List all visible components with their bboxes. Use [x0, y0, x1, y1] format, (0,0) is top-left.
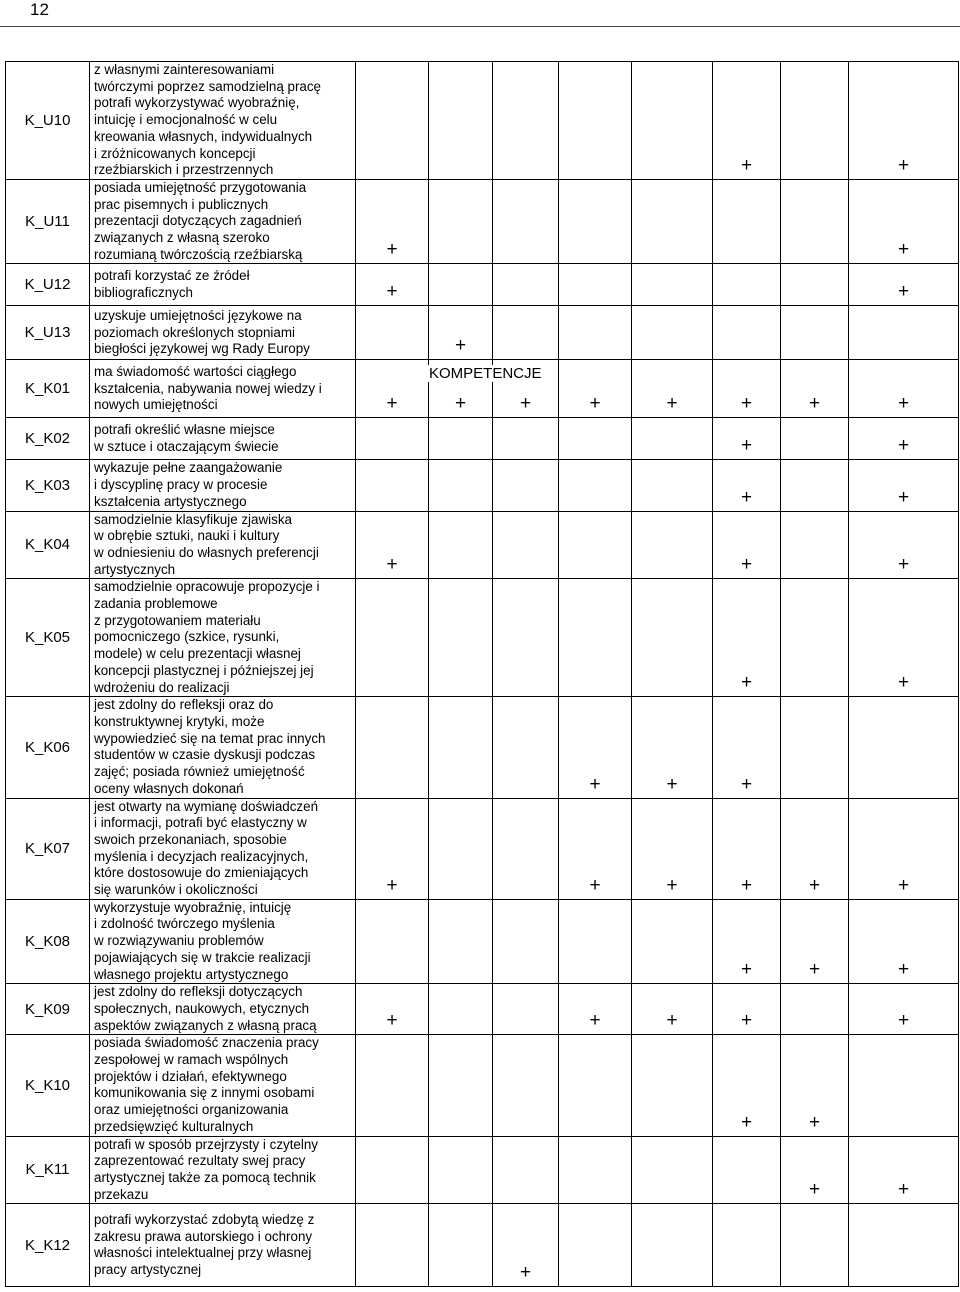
mark-cell: + — [559, 360, 632, 418]
outcome-description: potrafi wykorzystać zdobytą wiedzę z zakresu prawa autorskiego i ochrony własności intelektualnej przy własnej pracy artystycznej — [94, 1211, 315, 1278]
outcome-description-cell — [90, 1136, 356, 1204]
mark-cell: + — [429, 306, 493, 360]
mark-cell: + — [713, 1035, 781, 1136]
mark-cell — [632, 62, 713, 180]
table-row — [6, 798, 959, 899]
mark-cell: + — [493, 1204, 559, 1287]
mark-cell — [493, 984, 559, 1035]
mark-cell: + — [632, 798, 713, 899]
mark-cell — [493, 418, 559, 460]
mark-cell: + — [559, 984, 632, 1035]
mark-cell — [632, 1204, 713, 1287]
mark-cell: + — [781, 899, 849, 984]
mark-cell: + — [713, 62, 781, 180]
mark-cell — [356, 579, 429, 697]
mark-cell — [429, 460, 493, 511]
mark-cell: + — [356, 264, 429, 306]
mark-cell: + — [713, 984, 781, 1035]
mark-cell — [632, 264, 713, 306]
mark-cell — [781, 697, 849, 798]
mark-cell — [429, 579, 493, 697]
mark-cell: + — [493, 360, 559, 418]
mark-cell: + — [849, 511, 959, 579]
outcome-description-cell — [90, 418, 356, 460]
table-row — [6, 899, 959, 984]
mark-cell: + — [849, 62, 959, 180]
outcome-description: potrafi określić własne miejsce w sztuce i otaczającym świecie — [94, 422, 279, 454]
mark-cell — [559, 1204, 632, 1287]
mark-cell — [429, 798, 493, 899]
mark-cell: + — [849, 798, 959, 899]
outcome-description: posiada świadomość znaczenia pracy zespołowej w ramach wspólnych projektów i działań, efektywnego komunikowania się z innymi osobami oraz umiejętności organizowania przedsięwzięć kulturalnych — [94, 1035, 319, 1134]
mark-cell: + — [713, 899, 781, 984]
mark-cell: + — [849, 179, 959, 264]
outcome-code: K_K12 — [6, 1204, 90, 1287]
table-row — [6, 697, 959, 798]
mark-cell: + — [849, 460, 959, 511]
mark-cell — [781, 460, 849, 511]
mark-cell — [781, 984, 849, 1035]
outcome-code: K_U10 — [6, 62, 90, 180]
mark-cell: + — [781, 1035, 849, 1136]
table-row — [6, 62, 959, 180]
mark-cell: + — [781, 360, 849, 418]
mark-cell: + — [559, 798, 632, 899]
mark-cell: + — [356, 984, 429, 1035]
outcome-description: jest zdolny do refleksji dotyczących społecznych, naukowych, etycznych aspektów związanych z własną pracą — [94, 984, 317, 1033]
outcome-code: K_K02 — [6, 418, 90, 460]
mark-cell — [356, 460, 429, 511]
mark-cell — [713, 179, 781, 264]
mark-cell — [429, 697, 493, 798]
mark-cell — [493, 306, 559, 360]
mark-cell — [493, 62, 559, 180]
outcome-description-cell — [90, 984, 356, 1035]
mark-cell: + — [713, 579, 781, 697]
mark-cell — [493, 511, 559, 579]
mark-cell — [429, 1035, 493, 1136]
outcome-code: K_U11 — [6, 179, 90, 264]
outcome-code: K_K09 — [6, 984, 90, 1035]
table-row — [6, 418, 959, 460]
mark-cell — [356, 1136, 429, 1204]
table-row — [6, 179, 959, 264]
mark-cell — [559, 418, 632, 460]
outcome-code: K_K08 — [6, 899, 90, 984]
outcome-description: uzyskuje umiejętności językowe na poziomach określonych stopniami biegłości językowej wg Rady Europy — [94, 307, 310, 357]
mark-cell — [356, 1035, 429, 1136]
mark-cell: + — [632, 697, 713, 798]
mark-cell — [356, 697, 429, 798]
outcome-description: samodzielnie opracowuje propozycje i zadania problemowe z przygotowaniem materiału pomocniczego (szkice, rysunki, modele) w celu prezentacji własnej koncepcji plastycznej i późniejszej jej wdrożeniu do realizacji — [94, 579, 320, 695]
mark-cell — [632, 306, 713, 360]
mark-cell — [559, 62, 632, 180]
outcome-description-cell — [90, 579, 356, 697]
mark-cell: + — [713, 418, 781, 460]
mark-cell — [429, 984, 493, 1035]
section-label-kompetencje: KOMPETENCJE — [429, 365, 542, 382]
mark-cell — [781, 511, 849, 579]
mark-cell: + — [781, 798, 849, 899]
outcome-description-cell — [90, 1204, 356, 1287]
mark-cell — [632, 579, 713, 697]
page-number: 12 — [30, 0, 49, 19]
outcome-code: K_K01 — [6, 360, 90, 418]
mark-cell — [429, 511, 493, 579]
outcome-code: K_K03 — [6, 460, 90, 511]
mark-cell: + — [713, 697, 781, 798]
outcome-code: K_K07 — [6, 798, 90, 899]
mark-cell: + — [849, 264, 959, 306]
mark-cell — [493, 460, 559, 511]
outcome-description: jest zdolny do refleksji oraz do konstruktywnej krytyki, może wypowiedzieć się na temat prac innych studentów w czasie dyskusji podczas zajęć; posiada również umiejętność oceny własnych dokonań — [94, 697, 326, 796]
outcome-code: K_U12 — [6, 264, 90, 306]
mark-cell — [429, 62, 493, 180]
mark-cell — [356, 62, 429, 180]
mark-cell: + — [849, 899, 959, 984]
mark-cell — [713, 1204, 781, 1287]
mark-cell: + — [849, 418, 959, 460]
mark-cell — [493, 179, 559, 264]
outcome-code: K_K10 — [6, 1035, 90, 1136]
mark-cell — [559, 1035, 632, 1136]
header-rule — [0, 26, 960, 27]
mark-cell — [429, 1136, 493, 1204]
table-row — [6, 460, 959, 511]
outcome-code: K_K04 — [6, 511, 90, 579]
mark-cell — [356, 899, 429, 984]
mark-cell — [493, 264, 559, 306]
mark-cell — [559, 306, 632, 360]
outcome-description-cell — [90, 62, 356, 180]
learning-outcomes-table — [5, 61, 959, 1287]
outcome-description: potrafi korzystać ze źródeł bibliograficznych — [94, 268, 250, 300]
outcome-description-cell — [90, 899, 356, 984]
table-row — [6, 579, 959, 697]
mark-cell — [429, 1204, 493, 1287]
mark-cell: + — [849, 984, 959, 1035]
outcome-code: K_K06 — [6, 697, 90, 798]
mark-cell — [632, 179, 713, 264]
outcome-description-cell — [90, 1035, 356, 1136]
mark-cell — [559, 899, 632, 984]
outcome-code: K_K11 — [6, 1136, 90, 1204]
outcome-description: posiada umiejętność przygotowania prac pisemnych i publicznych prezentacji dotyczących zagadnień związanych z własną szeroko rozumianą twórczością rzeźbiarską — [94, 179, 307, 262]
mark-cell — [559, 460, 632, 511]
mark-cell — [632, 418, 713, 460]
mark-cell — [429, 264, 493, 306]
mark-cell — [429, 179, 493, 264]
outcome-description-cell — [90, 460, 356, 511]
mark-cell — [493, 1136, 559, 1204]
mark-cell: + — [429, 360, 493, 418]
mark-cell — [356, 306, 429, 360]
mark-cell — [632, 899, 713, 984]
outcome-description: samodzielnie klasyfikuje zjawiska w obrębie sztuki, nauki i kultury w odniesieniu do własnych preferencji artystycznych — [94, 511, 319, 577]
mark-cell — [493, 579, 559, 697]
outcome-description-cell — [90, 179, 356, 264]
mark-cell — [781, 1204, 849, 1287]
outcome-code: K_U13 — [6, 306, 90, 360]
mark-cell — [781, 418, 849, 460]
mark-cell: + — [356, 360, 429, 418]
mark-cell — [493, 1035, 559, 1136]
outcome-code: K_K05 — [6, 579, 90, 697]
mark-cell — [632, 1035, 713, 1136]
mark-cell — [493, 798, 559, 899]
mark-cell — [849, 697, 959, 798]
table-row — [6, 511, 959, 579]
table-row — [6, 264, 959, 306]
mark-cell — [713, 1136, 781, 1204]
mark-cell — [559, 511, 632, 579]
outcome-description-cell — [90, 798, 356, 899]
mark-cell — [356, 418, 429, 460]
mark-cell: + — [713, 511, 781, 579]
table-body — [6, 62, 959, 1287]
mark-cell: + — [849, 360, 959, 418]
mark-cell — [781, 306, 849, 360]
mark-cell: + — [849, 1136, 959, 1204]
mark-cell: + — [356, 179, 429, 264]
mark-cell — [429, 418, 493, 460]
mark-cell — [713, 306, 781, 360]
mark-cell — [781, 579, 849, 697]
mark-cell — [493, 697, 559, 798]
mark-cell — [781, 62, 849, 180]
mark-cell — [849, 306, 959, 360]
mark-cell — [559, 179, 632, 264]
outcome-description: wykorzystuje wyobraźnię, intuicję i zdolność twórczego myślenia w rozwiązywaniu problemów pojawiających się w trakcie realizacji własnego projektu artystycznego — [94, 899, 311, 982]
mark-cell: + — [559, 697, 632, 798]
mark-cell — [781, 179, 849, 264]
mark-cell — [849, 1035, 959, 1136]
table-row — [6, 1204, 959, 1287]
mark-cell — [559, 264, 632, 306]
outcome-description: ma świadomość wartości ciągłego kształcenia, nabywania nowej wiedzy i nowych umiejętności — [94, 363, 322, 413]
outcome-description: wykazuje pełne zaangażowanie i dyscyplinę pracy w procesie kształcenia artystycznego — [94, 460, 283, 509]
mark-cell — [632, 1136, 713, 1204]
mark-cell — [559, 1136, 632, 1204]
mark-cell: + — [849, 579, 959, 697]
outcome-description-cell — [90, 264, 356, 306]
mark-cell: + — [713, 360, 781, 418]
mark-cell — [356, 1204, 429, 1287]
table-row — [6, 984, 959, 1035]
mark-cell — [493, 899, 559, 984]
outcome-description-cell — [90, 306, 356, 360]
mark-cell — [559, 579, 632, 697]
mark-cell: + — [632, 360, 713, 418]
table-row — [6, 1035, 959, 1136]
table-row — [6, 1136, 959, 1204]
mark-cell: + — [713, 460, 781, 511]
mark-cell: + — [356, 798, 429, 899]
outcome-description: z własnymi zainteresowaniami twórczymi poprzez samodzielną pracę potrafi wykorzystywać wyobraźnię, intuicję i emocjonalność w celu kreowania własnych, indywidualnych i zróżnicowanych koncepcji rzeźbiarskich i przestrzennych — [94, 62, 321, 178]
mark-cell — [781, 264, 849, 306]
mark-cell — [632, 511, 713, 579]
outcome-description: potrafi w sposób przejrzysty i czytelny zaprezentować rezultaty swej pracy artystycznej także za pomocą technik przekazu — [94, 1136, 318, 1202]
mark-cell — [713, 264, 781, 306]
mark-cell: + — [356, 511, 429, 579]
outcome-description-cell — [90, 360, 356, 418]
outcome-description: jest otwarty na wymianę doświadczeń i informacji, potrafi być elastyczny w swoich przekonaniach, sposobie myślenia i decyzjach realizacyjnych, które dostosowuje do zmieniających się warunków i okoliczności — [94, 798, 319, 898]
outcome-description-cell — [90, 697, 356, 798]
mark-cell: + — [632, 984, 713, 1035]
mark-cell — [429, 899, 493, 984]
mark-cell — [632, 460, 713, 511]
mark-cell: + — [713, 798, 781, 899]
outcome-description-cell — [90, 511, 356, 579]
mark-cell — [849, 1204, 959, 1287]
mark-cell: + — [781, 1136, 849, 1204]
table-row — [6, 306, 959, 360]
